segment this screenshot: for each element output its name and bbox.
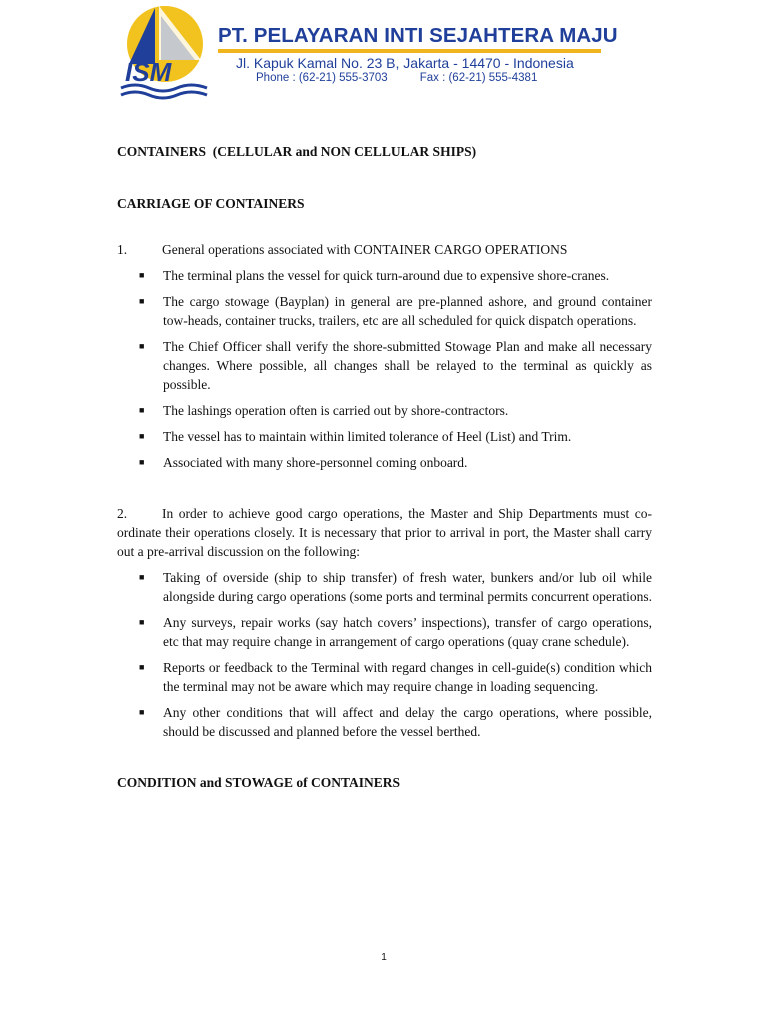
- page-number: 1: [381, 952, 387, 963]
- logo-text: ISM: [125, 57, 172, 87]
- list-item: ■ The lashings operation often is carried out by shore-contractors.: [139, 403, 509, 418]
- list-item: ■ The Chief Officer shall verify the shore-submitted Stowage Plan and make all necessary changes. Where possible, all changes shall be relayed to the terminal as quickly as possible.: [139, 339, 652, 392]
- bullet-icon: ■: [139, 341, 145, 351]
- list-item: ■ Reports or feedback to the Terminal with regard changes in cell-guide(s) condition which the terminal may not be aware which may require change in loading sequencing.: [139, 660, 652, 694]
- list-item: ■ The vessel has to maintain within limited tolerance of Heel (List) and Trim.: [139, 429, 572, 444]
- bullet-icon: ■: [139, 457, 145, 467]
- bullet-icon: ■: [139, 431, 145, 441]
- bullet-icon: ■: [139, 296, 145, 306]
- company-address: Jl. Kapuk Kamal No. 23 B, Jakarta - 14470 - Indonesia: [236, 55, 574, 71]
- header-rule: [218, 49, 601, 53]
- section-heading-condition: CONDITION and STOWAGE of CONTAINERS: [117, 775, 401, 790]
- ism-logo-icon: [115, 2, 215, 102]
- numbered-item-2: [117, 504, 652, 561]
- item-number: 1.: [117, 242, 128, 257]
- bullet-icon: ■: [139, 617, 145, 627]
- list-item: ■ The terminal plans the vessel for quick turn-around due to expensive shore-cranes.: [139, 268, 610, 283]
- phone-number: Phone : (62-21) 555-3703: [256, 72, 388, 84]
- document-body: [117, 142, 652, 793]
- item-text: General operations associated with CONTAINER CARGO OPERATIONS: [162, 242, 568, 257]
- bullet-icon: ■: [139, 270, 145, 280]
- list-item: ■ Any other conditions that will affect and delay the cargo operations, where possible, should be discussed and planned before the vessel berthed.: [139, 705, 652, 739]
- item-number: 2.: [117, 506, 128, 521]
- bullet-icon: ■: [139, 662, 145, 672]
- list-item: ■ The cargo stowage (Bayplan) in general are pre-planned ashore, and ground container tow-heads, container trucks, trailers, etc are all scheduled for quick dispatch operations.: [139, 294, 652, 328]
- company-name: PT. PELAYARAN INTI SEJAHTERA MAJU: [218, 24, 618, 47]
- item-text: In order to achieve good cargo operations, the Master and Ship Departments must co-ordinate their operations closely. It is necessary that prior to arrival in port, the Master shall carry out a pre-arrival discussion on the following:: [117, 506, 652, 559]
- list-item: ■ Associated with many shore-personnel coming onboard.: [139, 455, 468, 470]
- list-item: ■ Any surveys, repair works (say hatch covers’ inspections), transfer of cargo operations, etc that may require change in arrangement of cargo operations (quay crane schedule).: [139, 615, 652, 649]
- section-heading-carriage: CARRIAGE OF CONTAINERS: [117, 196, 305, 211]
- bullet-icon: ■: [139, 572, 145, 582]
- bullet-icon: ■: [139, 707, 145, 717]
- document-title: CONTAINERS (CELLULAR and NON CELLULAR SHIPS): [117, 144, 477, 159]
- bullet-list-1: [117, 266, 652, 472]
- numbered-item-1: [117, 240, 652, 259]
- fax-number: Fax : (62-21) 555-4381: [419, 72, 538, 84]
- company-logo: [115, 2, 215, 102]
- contact-line: [256, 72, 537, 84]
- bullet-icon: ■: [139, 405, 145, 415]
- bullet-list-2: [117, 568, 652, 741]
- letterhead: [0, 0, 768, 110]
- list-item: ■ Taking of overside (ship to ship transfer) of fresh water, bunkers and/or lub oil while alongside during cargo operations (some ports and terminal permits concurrent operations.: [139, 570, 652, 604]
